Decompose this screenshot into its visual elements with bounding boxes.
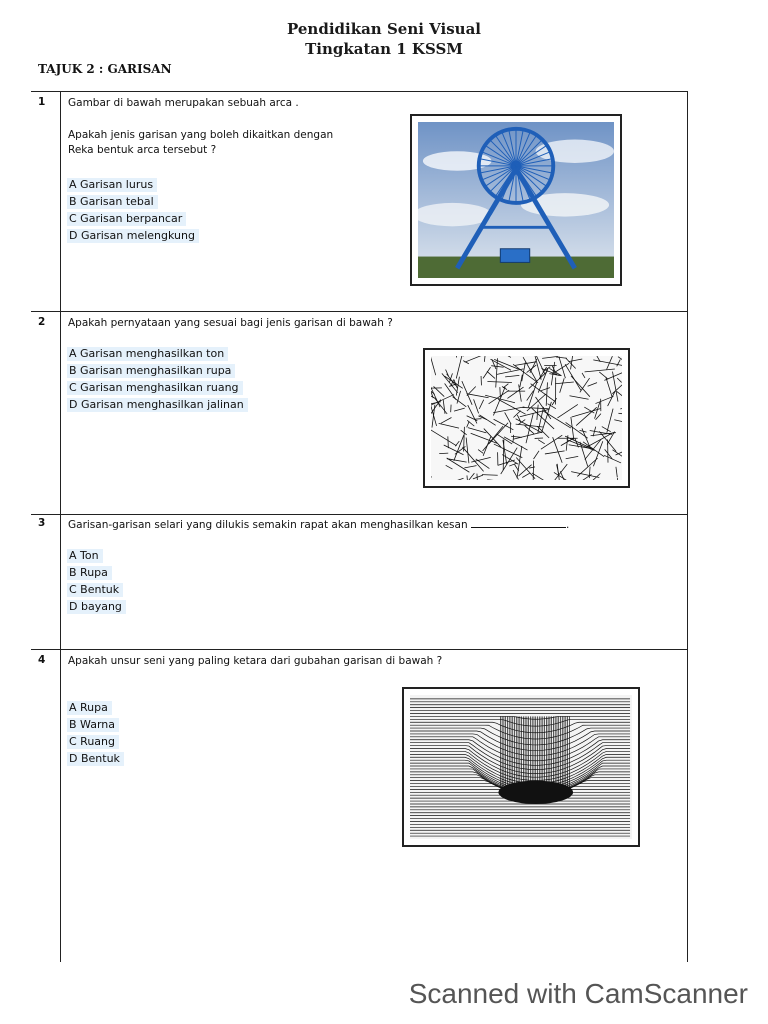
question-2-text: Apakah pernyataan yang sesuai bagi jenis garisan di bawah ? [68,317,393,329]
question-2-options [67,347,248,415]
question-number: 3 [38,517,46,529]
question-3-text [68,517,569,532]
question-number: 1 [38,96,46,108]
option-c[interactable]: C Ruang [67,735,119,749]
option-b[interactable]: B Garisan tebal [67,195,158,209]
option-d[interactable]: D Garisan menghasilkan jalinan [67,398,248,412]
number-column-divider [60,92,61,962]
option-b[interactable]: B Garisan menghasilkan rupa [67,364,235,378]
option-b[interactable]: B Rupa [67,566,112,580]
option-d[interactable]: D Garisan melengkung [67,229,199,243]
line-texture-drawing [423,348,630,488]
question-3-text-end: . [565,519,570,531]
answer-blank [471,517,566,528]
question-4-options [67,701,124,769]
option-d[interactable]: D Bentuk [67,752,124,766]
question-number: 2 [38,316,46,328]
scribble-lines-image [431,356,622,480]
question-3-text-body: Garisan-garisan selari yang dilukis semakin rapat akan menghasilkan kesan [68,519,468,531]
row-divider [31,649,687,650]
sculpture-image [418,122,614,278]
question-number: 4 [38,654,46,666]
question-1-text-line3: Reka bentuk arca tersebut ? [68,144,217,156]
option-c[interactable]: C Garisan berpancar [67,212,186,226]
option-a[interactable]: A Ton [67,549,103,563]
sculpture-photo [410,114,622,286]
optical-illusion-drawing [402,687,640,847]
question-3-options [67,549,126,617]
row-divider [31,311,687,312]
option-a[interactable]: A Garisan lurus [67,178,157,192]
question-table [31,91,688,962]
document-title: Pendidikan Seni Visual [287,20,481,38]
question-4-text: Apakah unsur seni yang paling ketara dari gubahan garisan di bawah ? [68,655,443,667]
option-d[interactable]: D bayang [67,600,126,614]
row-divider [31,514,687,515]
question-1-options [67,178,199,246]
scanner-watermark: Scanned with CamScanner [408,978,748,1009]
document-subtitle: Tingkatan 1 KSSM [305,40,463,58]
option-c[interactable]: C Garisan menghasilkan ruang [67,381,243,395]
hole-illusion-image [410,695,632,839]
option-a[interactable]: A Rupa [67,701,112,715]
question-1-text-line2: Apakah jenis garisan yang boleh dikaitkan dengan [68,129,334,141]
question-1-text-line1: Gambar di bawah merupakan sebuah arca . [68,97,299,109]
option-c[interactable]: C Bentuk [67,583,123,597]
option-b[interactable]: B Warna [67,718,119,732]
topic-heading: TAJUK 2 : GARISAN [38,62,172,76]
option-a[interactable]: A Garisan menghasilkan ton [67,347,228,361]
